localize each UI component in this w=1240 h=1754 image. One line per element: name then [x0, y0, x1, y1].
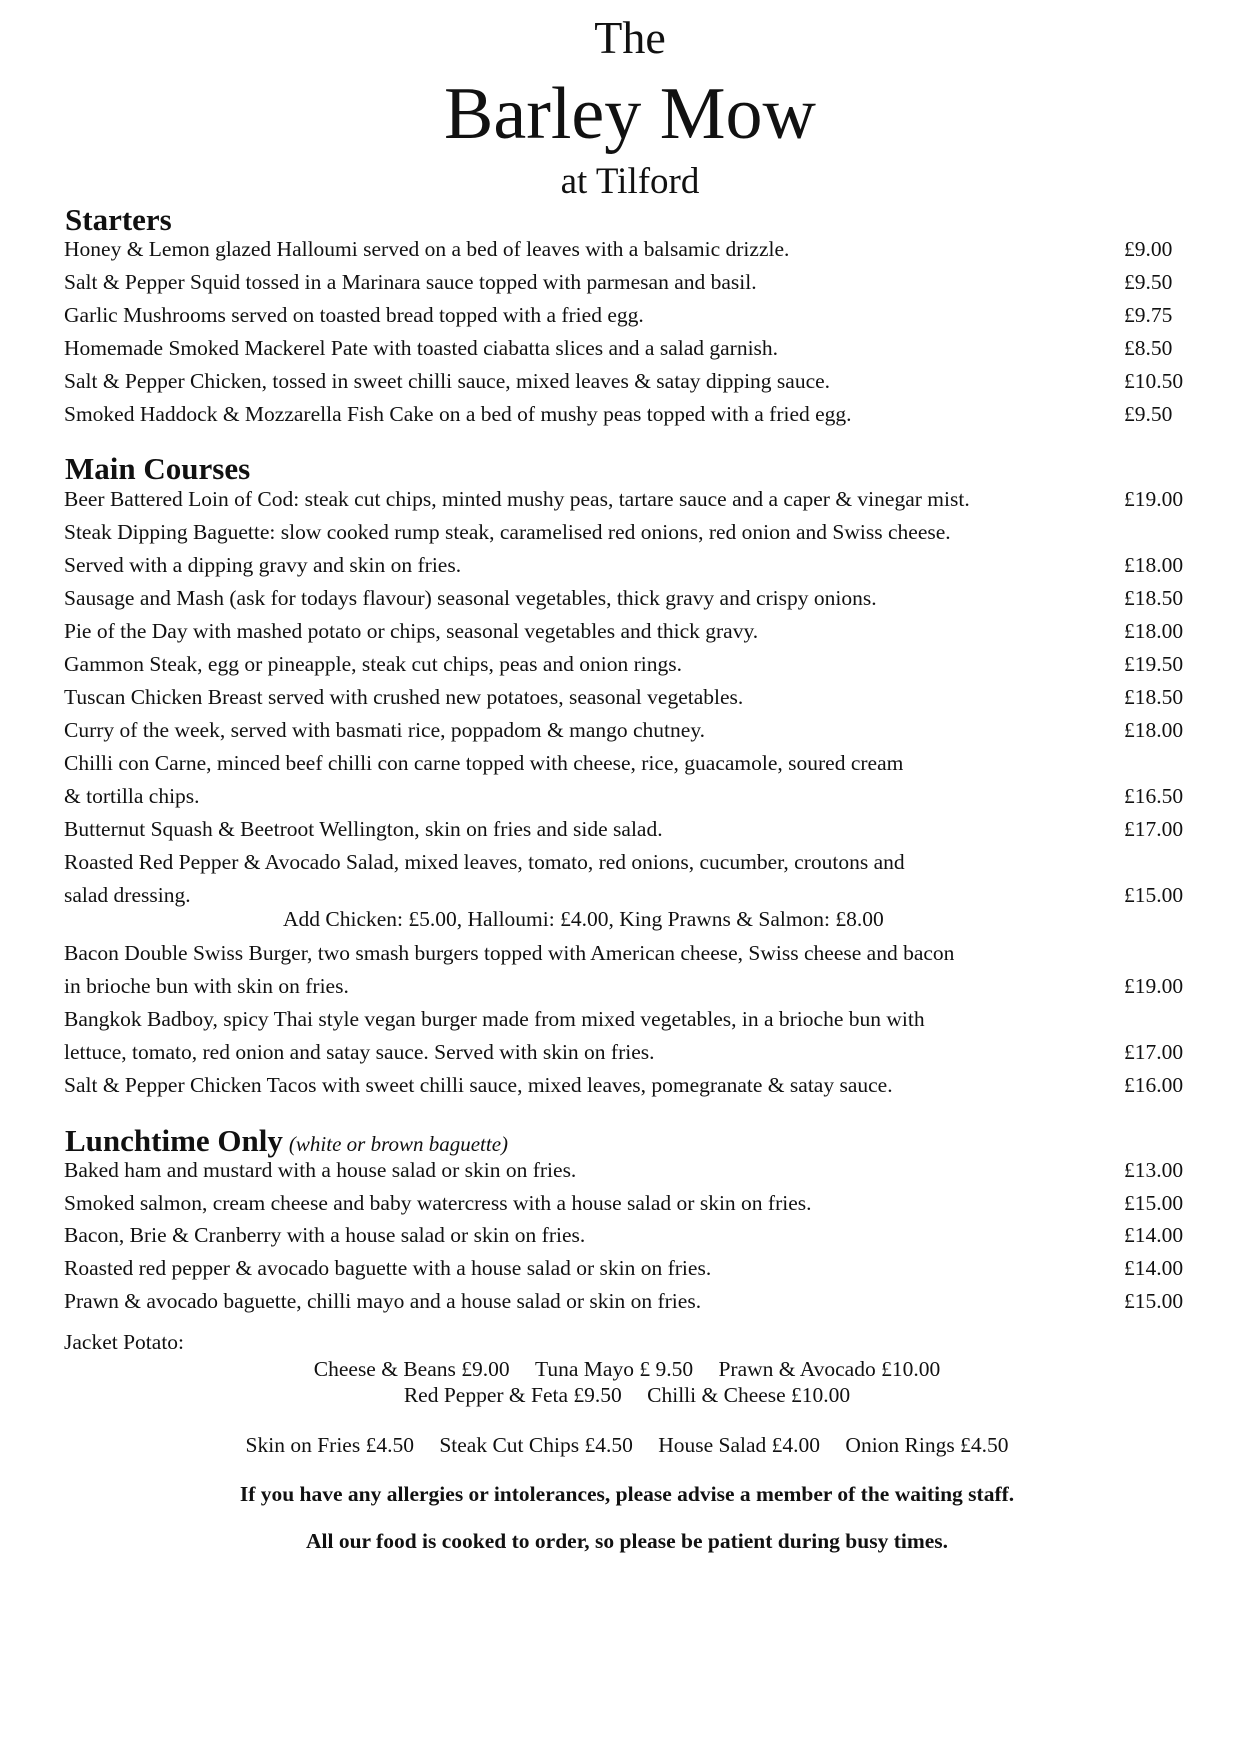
side-option: Onion Rings £4.50: [845, 1433, 1009, 1457]
main-item-cont: lettuce, tomato, red onion and satay sauce. Served with skin on fries.: [64, 1040, 655, 1064]
lunch-item: Bacon, Brie & Cranberry with a house salad or skin on fries.: [64, 1223, 586, 1247]
main-price: £16.00: [1124, 1073, 1184, 1097]
salad-addons: Add Chicken: £5.00, Halloumi: £4.00, King Prawns & Salmon: £8.00: [283, 907, 884, 931]
pub-name: Barley Mow: [444, 73, 816, 155]
starter-item: Salt & Pepper Chicken, tossed in sweet chilli sauce, mixed leaves & satay dipping sauce.: [64, 369, 831, 393]
lunch-price: £15.00: [1124, 1191, 1184, 1215]
jacket-option: Cheese & Beans £9.00: [313, 1357, 510, 1381]
main-item-cont: salad dressing.: [64, 883, 191, 907]
main-price: £17.00: [1124, 1040, 1184, 1064]
allergy-notice: If you have any allergies or intolerances, please advise a member of the waiting staff.: [239, 1482, 1015, 1506]
starter-price: £9.75: [1124, 303, 1173, 327]
main-price: £19.00: [1124, 974, 1184, 998]
main-item: Curry of the week, served with basmati rice, poppadom & mango chutney.: [64, 718, 706, 742]
mains-heading: Main Courses: [65, 451, 251, 486]
starter-price: £9.50: [1124, 270, 1173, 294]
starter-item: Garlic Mushrooms served on toasted bread topped with a fried egg.: [64, 303, 644, 327]
main-item: Bacon Double Swiss Burger, two smash burgers topped with American cheese, Swiss cheese and bacon: [64, 941, 955, 965]
main-item-cont: & tortilla chips.: [64, 784, 200, 808]
lunch-price: £14.00: [1124, 1223, 1184, 1247]
starter-item: Smoked Haddock & Mozzarella Fish Cake on a bed of mushy peas topped with a fried egg.: [64, 402, 852, 426]
main-item: Butternut Squash & Beetroot Wellington, skin on fries and side salad.: [64, 817, 663, 841]
jacket-row-2: [0, 1382, 1240, 1408]
main-item: Sausage and Mash (ask for todays flavour) seasonal vegetables, thick gravy and crispy onions.: [64, 586, 877, 610]
main-item: Chilli con Carne, minced beef chilli con carne topped with cheese, rice, guacamole, soured cream: [64, 751, 904, 775]
pub-location: at Tilford: [560, 161, 700, 202]
starter-item: Salt & Pepper Squid tossed in a Marinara sauce topped with parmesan and basil.: [64, 270, 757, 294]
main-price: £16.50: [1124, 784, 1184, 808]
starter-price: £9.50: [1124, 402, 1173, 426]
lunch-item: Baked ham and mustard with a house salad or skin on fries.: [64, 1158, 577, 1182]
main-item-cont: in brioche bun with skin on fries.: [64, 974, 349, 998]
main-price: £18.00: [1124, 619, 1184, 643]
lunch-item: Smoked salmon, cream cheese and baby watercress with a house salad or skin on fries.: [64, 1191, 812, 1215]
main-item: Bangkok Badboy, spicy Thai style vegan burger made from mixed vegetables, in a brioche bun with: [64, 1007, 925, 1031]
main-item: Steak Dipping Baguette: slow cooked rump steak, caramelised red onions, red onion and Swiss cheese.: [64, 520, 951, 544]
main-price: £18.00: [1124, 718, 1184, 742]
jacket-option: Prawn & Avocado £10.00: [718, 1357, 941, 1381]
main-item-cont: Served with a dipping gravy and skin on fries.: [64, 553, 462, 577]
main-item: Gammon Steak, egg or pineapple, steak cut chips, peas and onion rings.: [64, 652, 682, 676]
lunch-price: £15.00: [1124, 1289, 1184, 1313]
jacket-option: Tuna Mayo £ 9.50: [535, 1357, 694, 1381]
starter-price: £9.00: [1124, 237, 1173, 261]
side-option: House Salad £4.00: [658, 1433, 821, 1457]
lunch-title: Lunchtime Only: [65, 1123, 283, 1158]
starter-price: £8.50: [1124, 336, 1173, 360]
starters-heading: Starters: [65, 202, 172, 237]
side-option: Steak Cut Chips £4.50: [439, 1433, 633, 1457]
jacket-option: Chilli & Cheese £10.00: [647, 1383, 851, 1407]
main-item: Tuscan Chicken Breast served with crushed new potatoes, seasonal vegetables.: [64, 685, 744, 709]
jacket-option: Red Pepper & Feta £9.50: [403, 1383, 622, 1407]
main-item: Pie of the Day with mashed potato or chips, seasonal vegetables and thick gravy.: [64, 619, 759, 643]
lunch-note: (white or brown baguette): [288, 1132, 509, 1156]
title-the: The: [594, 12, 666, 63]
sides-row: [0, 1432, 1240, 1458]
lunch-item: Prawn & avocado baguette, chilli mayo and a house salad or skin on fries.: [64, 1289, 702, 1313]
main-item: Beer Battered Loin of Cod: steak cut chips, minted mushy peas, tartare sauce and a caper & vinegar mist.: [64, 487, 970, 511]
cooked-notice: All our food is cooked to order, so please be patient during busy times.: [305, 1529, 949, 1553]
lunch-heading: [65, 1124, 508, 1161]
main-price: £19.00: [1124, 487, 1184, 511]
jacket-label: Jacket Potato:: [64, 1330, 185, 1354]
lunch-price: £13.00: [1124, 1158, 1184, 1182]
main-price: £19.50: [1124, 652, 1184, 676]
starter-price: £10.50: [1124, 369, 1184, 393]
main-price: £18.50: [1124, 586, 1184, 610]
main-price: £18.00: [1124, 553, 1184, 577]
main-price: £15.00: [1124, 883, 1184, 907]
starter-item: Honey & Lemon glazed Halloumi served on a bed of leaves with a balsamic drizzle.: [64, 237, 790, 261]
main-price: £17.00: [1124, 817, 1184, 841]
jacket-row-1: [0, 1356, 1240, 1382]
lunch-item: Roasted red pepper & avocado baguette with a house salad or skin on fries.: [64, 1256, 712, 1280]
side-option: Skin on Fries £4.50: [245, 1433, 414, 1457]
main-item: Salt & Pepper Chicken Tacos with sweet chilli sauce, mixed leaves, pomegranate & satay sauce.: [64, 1073, 893, 1097]
main-item: Roasted Red Pepper & Avocado Salad, mixed leaves, tomato, red onions, cucumber, croutons and: [64, 850, 905, 874]
starter-item: Homemade Smoked Mackerel Pate with toasted ciabatta slices and a salad garnish.: [64, 336, 779, 360]
lunch-price: £14.00: [1124, 1256, 1184, 1280]
main-price: £18.50: [1124, 685, 1184, 709]
